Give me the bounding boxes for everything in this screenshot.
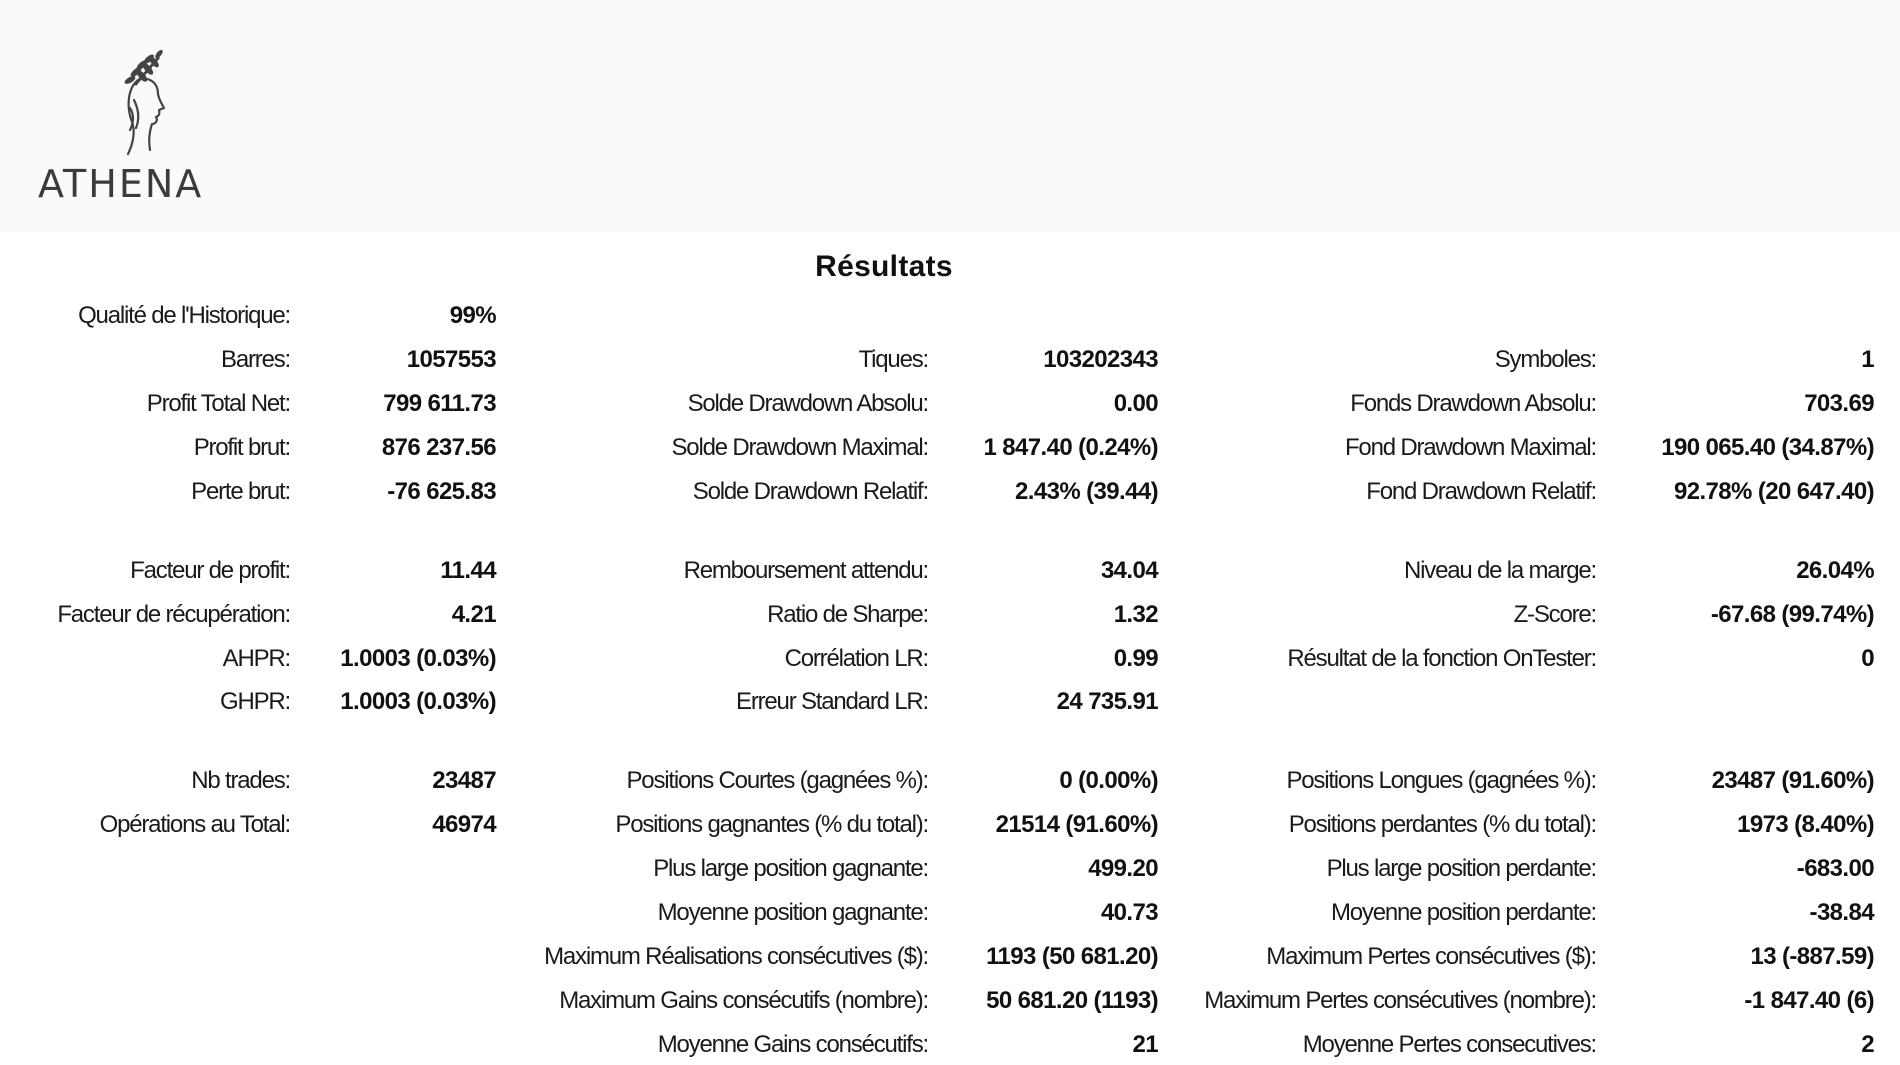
stat-value: 4.21 bbox=[451, 601, 496, 628]
stat-label: Ratio de Sharpe: bbox=[767, 601, 928, 628]
stats-row bbox=[0, 682, 1900, 722]
stat-label: Maximum Gains consécutifs (nombre): bbox=[559, 987, 928, 1014]
stat-value: -1 847.40 (6) bbox=[1744, 987, 1874, 1014]
stat-label: Moyenne position perdante: bbox=[1330, 899, 1596, 926]
stats-row bbox=[0, 595, 1900, 635]
stat-value: 40.73 bbox=[1100, 899, 1158, 926]
stats-row bbox=[0, 937, 1900, 977]
stat-label: Plus large position perdante: bbox=[1326, 855, 1596, 882]
stat-value: -683.00 bbox=[1796, 855, 1874, 882]
stat-label: Plus large position gagnante: bbox=[653, 855, 928, 882]
header-band bbox=[0, 0, 1900, 232]
stat-label: Maximum Pertes consécutives (nombre): bbox=[1204, 987, 1596, 1014]
stat-value: 23487 bbox=[432, 767, 496, 794]
stats-row bbox=[0, 981, 1900, 1021]
stats-row bbox=[0, 340, 1900, 380]
stat-value: 21 bbox=[1132, 1031, 1158, 1058]
stat-label: Remboursement attendu: bbox=[683, 557, 928, 584]
stat-label: Corrélation LR: bbox=[784, 645, 928, 672]
stat-value: 24 735.91 bbox=[1056, 688, 1158, 715]
stats-row bbox=[0, 296, 1900, 336]
stat-label: Erreur Standard LR: bbox=[736, 688, 928, 715]
stat-label: Symboles: bbox=[1494, 346, 1596, 373]
stat-value: 2 bbox=[1861, 1031, 1874, 1058]
stat-label: Barres: bbox=[221, 346, 290, 373]
stat-value: -38.84 bbox=[1809, 899, 1874, 926]
stats-row bbox=[0, 551, 1900, 591]
stat-value: -67.68 (99.74%) bbox=[1710, 601, 1874, 628]
stat-value: 2.43% (39.44) bbox=[1015, 478, 1158, 505]
stat-value: 92.78% (20 647.40) bbox=[1673, 478, 1874, 505]
stat-label: Profit Total Net: bbox=[146, 390, 290, 417]
stat-value: 499.20 bbox=[1088, 855, 1158, 882]
stat-label: Facteur de récupération: bbox=[57, 601, 290, 628]
stat-value: 21514 (91.60%) bbox=[995, 811, 1158, 838]
stat-label: Solde Drawdown Maximal: bbox=[671, 434, 928, 461]
stat-value: 1057553 bbox=[406, 346, 496, 373]
stat-label: Positions Longues (gagnées %): bbox=[1286, 767, 1596, 794]
stat-label: Z-Score: bbox=[1513, 601, 1596, 628]
stat-value: 99% bbox=[449, 302, 496, 329]
stat-label: GHPR: bbox=[219, 688, 290, 715]
stat-value: 876 237.56 bbox=[381, 434, 496, 461]
stat-value: 703.69 bbox=[1804, 390, 1874, 417]
stat-label: AHPR: bbox=[222, 645, 290, 672]
stat-label: Nb trades: bbox=[191, 767, 290, 794]
stat-label: Profit brut: bbox=[193, 434, 290, 461]
stat-value: 1.0003 (0.03%) bbox=[340, 645, 496, 672]
stat-label: Positions perdantes (% du total): bbox=[1288, 811, 1596, 838]
stats-row bbox=[0, 761, 1900, 801]
stat-label: Perte brut: bbox=[191, 478, 290, 505]
stat-value: 13 (-887.59) bbox=[1750, 943, 1874, 970]
stat-label: Niveau de la marge: bbox=[1404, 557, 1596, 584]
stat-label: Fond Drawdown Maximal: bbox=[1344, 434, 1596, 461]
stats-row bbox=[0, 428, 1900, 468]
stats-row bbox=[0, 384, 1900, 424]
stat-value: 1973 (8.40%) bbox=[1737, 811, 1874, 838]
stat-value: 26.04% bbox=[1796, 557, 1874, 584]
stat-value: 23487 (91.60%) bbox=[1711, 767, 1874, 794]
logo-text: ATHENA bbox=[38, 162, 204, 206]
stat-label: Facteur de profit: bbox=[130, 557, 290, 584]
stat-label: Résultat de la fonction OnTester: bbox=[1287, 645, 1596, 672]
stat-label: Tiques: bbox=[858, 346, 928, 373]
stat-label: Maximum Réalisations consécutives ($): bbox=[544, 943, 928, 970]
stat-value: 1 847.40 (0.24%) bbox=[983, 434, 1158, 461]
stat-label: Positions Courtes (gagnées %): bbox=[626, 767, 928, 794]
stat-label: Solde Drawdown Relatif: bbox=[692, 478, 928, 505]
stat-value: 11.44 bbox=[440, 557, 496, 584]
stat-value: 1.0003 (0.03%) bbox=[340, 688, 496, 715]
stat-label: Positions gagnantes (% du total): bbox=[615, 811, 928, 838]
stats-row bbox=[0, 893, 1900, 933]
stat-value: 190 065.40 (34.87%) bbox=[1661, 434, 1874, 461]
stat-label: Moyenne Gains consécutifs: bbox=[657, 1031, 928, 1058]
stat-value: 0 bbox=[1861, 645, 1874, 672]
stat-value: 46974 bbox=[432, 811, 496, 838]
stat-label: Moyenne position gagnante: bbox=[657, 899, 928, 926]
stat-value: 1.32 bbox=[1113, 601, 1158, 628]
stats-row bbox=[0, 1025, 1900, 1065]
stat-label: Maximum Pertes consécutives ($): bbox=[1266, 943, 1596, 970]
stat-value: 0.99 bbox=[1113, 645, 1158, 672]
stat-value: 0 (0.00%) bbox=[1059, 767, 1158, 794]
stat-label: Fond Drawdown Relatif: bbox=[1366, 478, 1596, 505]
stat-label: Solde Drawdown Absolu: bbox=[687, 390, 928, 417]
stat-value: 0.00 bbox=[1113, 390, 1158, 417]
stats-row bbox=[0, 805, 1900, 845]
stat-value: 34.04 bbox=[1100, 557, 1158, 584]
stat-value: 1193 (50 681.20) bbox=[986, 943, 1158, 970]
stats-row bbox=[0, 472, 1900, 512]
stats-row bbox=[0, 849, 1900, 889]
stat-value: 103202343 bbox=[1043, 346, 1158, 373]
stat-label: Opérations au Total: bbox=[99, 811, 290, 838]
athena-head-laurel-icon bbox=[104, 50, 184, 160]
stat-label: Qualité de l'Historique: bbox=[78, 302, 290, 329]
stat-value: 1 bbox=[1861, 346, 1874, 373]
stat-label: Fonds Drawdown Absolu: bbox=[1350, 390, 1596, 417]
stat-value: 799 611.73 bbox=[383, 390, 496, 417]
stat-label: Moyenne Pertes consecutives: bbox=[1302, 1031, 1596, 1058]
stat-value: 50 681.20 (1193) bbox=[986, 987, 1158, 1014]
results-title: Résultats bbox=[815, 250, 953, 283]
stat-value: -76 625.83 bbox=[387, 478, 496, 505]
stats-row bbox=[0, 639, 1900, 679]
